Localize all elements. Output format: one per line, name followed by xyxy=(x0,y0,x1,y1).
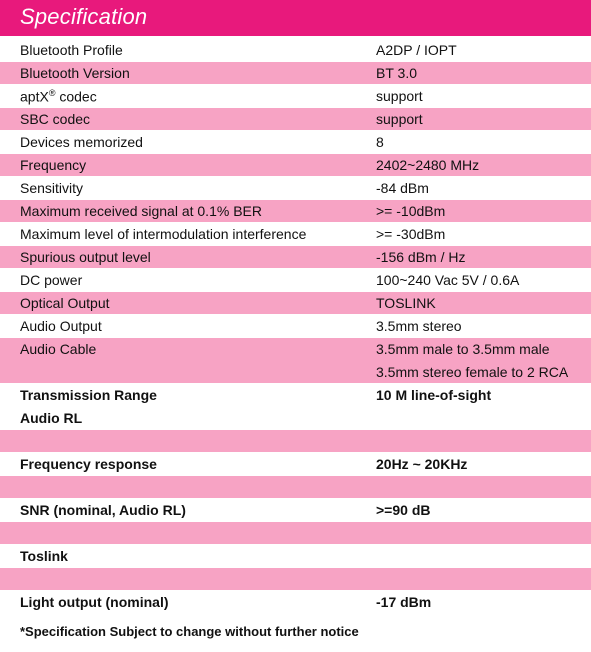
spec-label: SBC codec xyxy=(20,111,91,127)
table-row xyxy=(0,246,591,269)
spec-value: >=90 dB xyxy=(376,502,431,518)
table-row xyxy=(0,131,591,154)
spec-label: Audio Output xyxy=(20,318,102,334)
spec-table xyxy=(0,39,591,614)
spec-value: -17 dBm xyxy=(376,594,432,610)
spec-label: Bluetooth Profile xyxy=(20,42,123,58)
table-row xyxy=(0,62,591,85)
spec-label: Toslink xyxy=(20,548,68,564)
table-row xyxy=(0,338,591,384)
table-row xyxy=(0,315,591,338)
spec-value: >= -10dBm xyxy=(376,203,446,219)
spec-value: -156 dBm / Hz xyxy=(376,249,466,265)
spec-label: Audio RL xyxy=(20,410,83,426)
spec-label: aptX® codec xyxy=(20,88,97,105)
spec-label: Maximum received signal at 0.1% BER xyxy=(20,203,262,219)
spec-value: -84 dBm xyxy=(376,180,429,196)
table-row xyxy=(0,223,591,246)
spec-label: SNR (nominal, Audio RL) xyxy=(20,502,186,518)
table-row xyxy=(0,545,591,568)
spec-value: 3.5mm male to 3.5mm male xyxy=(376,341,550,357)
table-row xyxy=(0,200,591,223)
spec-value: TOSLINK xyxy=(376,295,436,311)
table-row xyxy=(0,476,591,499)
spec-value: support xyxy=(376,88,423,104)
table-row xyxy=(0,591,591,614)
table-row xyxy=(0,453,591,476)
spec-label: Audio Cable xyxy=(20,341,97,357)
table-row xyxy=(0,568,591,591)
spec-label: Sensitivity xyxy=(20,180,84,196)
footnote: *Specification Subject to change without further notice xyxy=(20,624,359,639)
spec-value: 100~240 Vac 5V / 0.6A xyxy=(376,272,520,288)
table-row xyxy=(0,407,591,430)
table-row xyxy=(0,384,591,407)
spec-value: >= -30dBm xyxy=(376,226,446,242)
title-bar xyxy=(0,0,591,36)
spec-value: BT 3.0 xyxy=(376,65,417,81)
spec-label: DC power xyxy=(20,272,83,288)
spec-value: 8 xyxy=(376,134,384,150)
table-row xyxy=(0,499,591,522)
spec-value: 3.5mm stereo female to 2 RCA xyxy=(376,364,569,380)
table-row xyxy=(0,430,591,453)
spec-value: 10 M line-of-sight xyxy=(376,387,492,403)
table-row xyxy=(0,39,591,62)
spec-value: 20Hz ~ 20KHz xyxy=(376,456,468,472)
spec-value: 3.5mm stereo xyxy=(376,318,462,334)
spec-value: 2402~2480 MHz xyxy=(376,157,480,173)
table-row xyxy=(0,177,591,200)
table-row xyxy=(0,85,591,108)
spec-value: support xyxy=(376,111,423,127)
spec-label: Bluetooth Version xyxy=(20,65,130,81)
spec-label: Optical Output xyxy=(20,295,110,311)
spec-value: A2DP / IOPT xyxy=(376,42,457,58)
table-row xyxy=(0,108,591,131)
table-row xyxy=(0,269,591,292)
table-row xyxy=(0,522,591,545)
table-row xyxy=(0,292,591,315)
table-row xyxy=(0,154,591,177)
spec-label: Frequency response xyxy=(20,456,157,472)
spec-label: Frequency xyxy=(20,157,87,173)
spec-label: Devices memorized xyxy=(20,134,143,150)
spec-label: Light output (nominal) xyxy=(20,594,169,610)
spec-label: Spurious output level xyxy=(20,249,151,265)
spec-label: Maximum level of intermodulation interference xyxy=(20,226,307,242)
page-title: Specification xyxy=(20,4,148,29)
spec-label: Transmission Range xyxy=(20,387,157,403)
